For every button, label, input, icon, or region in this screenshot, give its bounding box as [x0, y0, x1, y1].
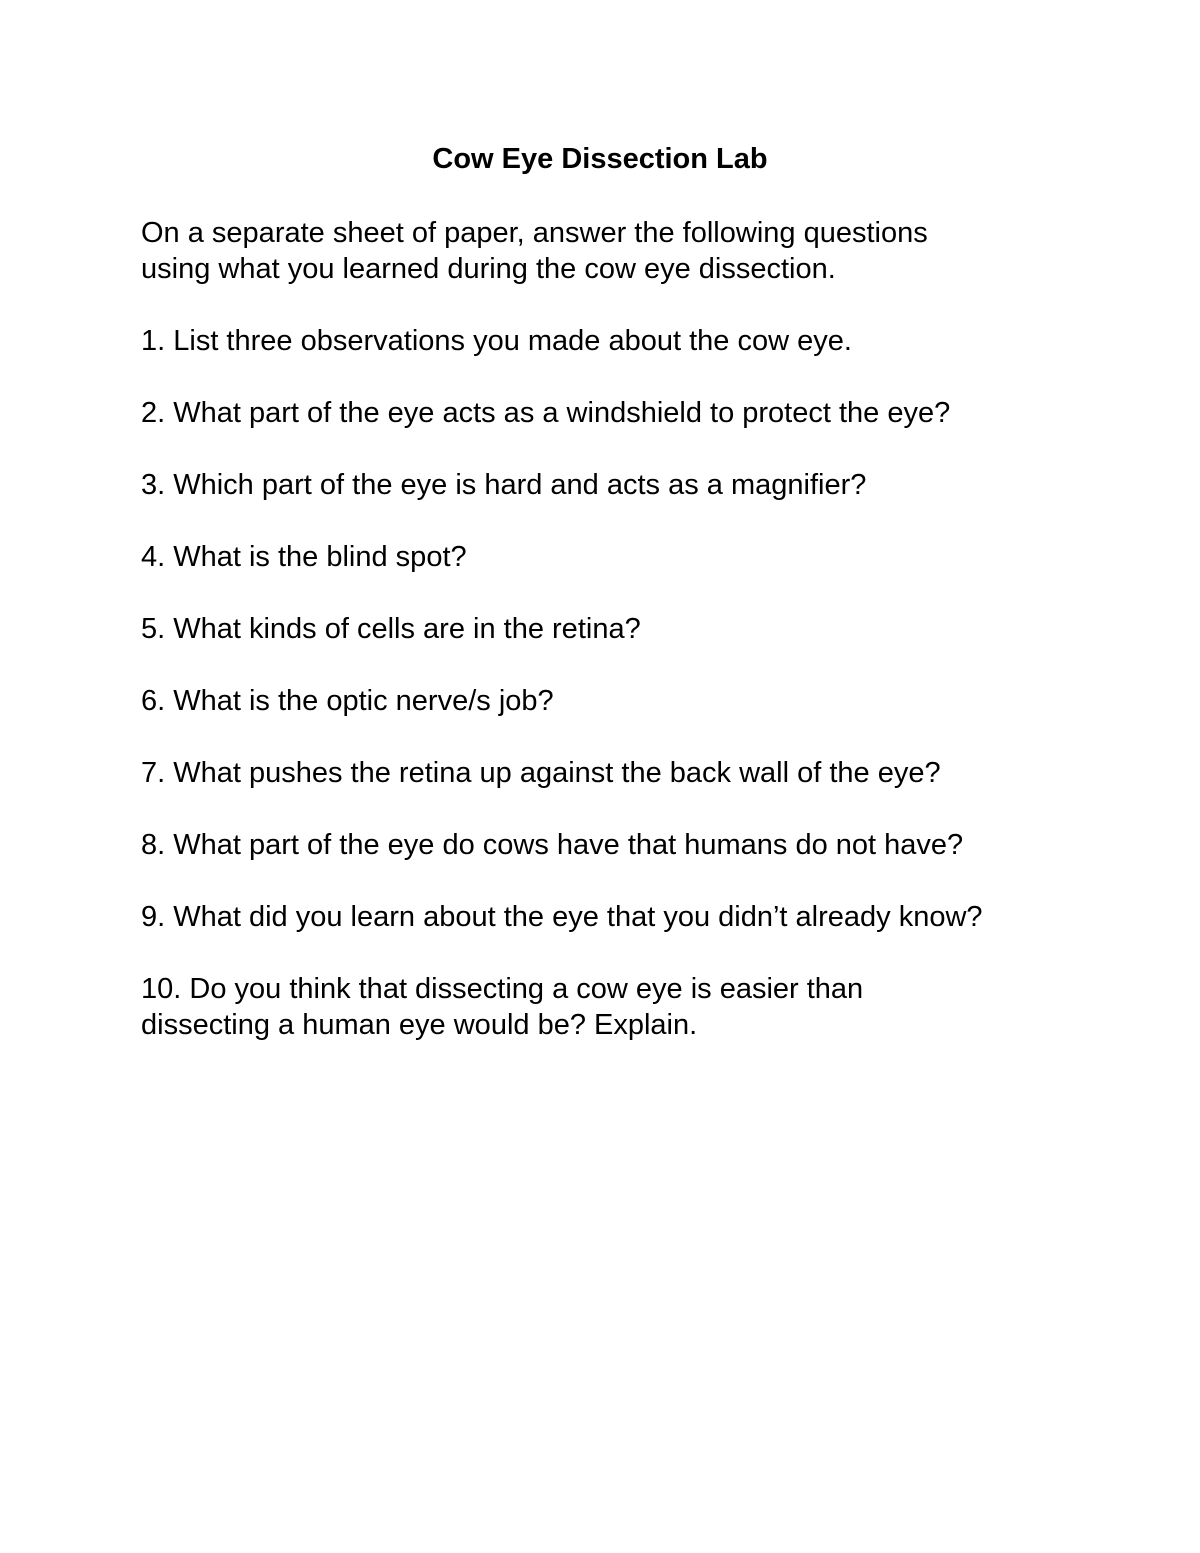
question-8 [141, 827, 1141, 863]
question-list [141, 323, 1141, 1079]
question-text: 4. What is the blind spot? [141, 541, 467, 573]
question-3 [141, 467, 1141, 503]
question-text-line: 10. Do you think that dissecting a cow eye is easier than [141, 973, 864, 1005]
question-text: 2. What part of the eye acts as a windshield to protect the eye? [141, 397, 951, 429]
question-9 [141, 899, 1141, 935]
question-text: 9. What did you learn about the eye that you didn’t already know? [141, 901, 983, 933]
question-5 [141, 611, 1141, 647]
question-2 [141, 395, 1141, 431]
question-text: 1. List three observations you made about the cow eye. [141, 325, 852, 357]
question-text: 8. What part of the eye do cows have that humans do not have? [141, 829, 964, 861]
question-7 [141, 755, 1141, 791]
instruction-line: using what you learned during the cow eye dissection. [141, 253, 836, 285]
instructions [141, 215, 928, 287]
question-text: 6. What is the optic nerve/s job? [141, 685, 554, 717]
question-text: 7. What pushes the retina up against the back wall of the eye? [141, 757, 941, 789]
page-title: Cow Eye Dissection Lab [432, 143, 768, 175]
question-1 [141, 323, 1141, 359]
question-10 [141, 971, 1141, 1043]
question-4 [141, 539, 1141, 575]
question-text-line: dissecting a human eye would be? Explain. [141, 1009, 698, 1041]
question-6 [141, 683, 1141, 719]
question-text: 3. Which part of the eye is hard and acts as a magnifier? [141, 469, 867, 501]
question-text: 5. What kinds of cells are in the retina? [141, 613, 641, 645]
instruction-line: On a separate sheet of paper, answer the following questions [141, 217, 928, 249]
